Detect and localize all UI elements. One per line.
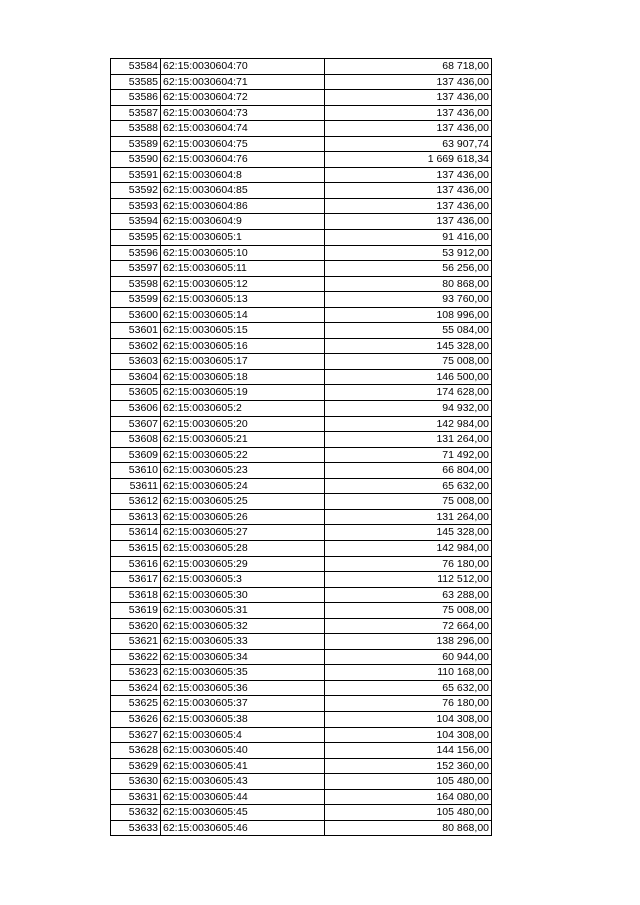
cadastral-number-cell: 62:15:0030605:29 xyxy=(161,556,325,572)
row-number-cell: 53588 xyxy=(111,121,161,137)
row-number-cell: 53605 xyxy=(111,385,161,401)
cadastral-value-cell: 152 360,00 xyxy=(325,758,492,774)
cadastral-number-cell: 62:15:0030605:22 xyxy=(161,447,325,463)
cadastral-value-cell: 137 436,00 xyxy=(325,167,492,183)
table-row xyxy=(111,478,492,494)
table-row xyxy=(111,121,492,137)
row-number-cell: 53604 xyxy=(111,369,161,385)
table-row xyxy=(111,369,492,385)
cadastral-number-cell: 62:15:0030605:15 xyxy=(161,323,325,339)
row-number-cell: 53606 xyxy=(111,401,161,417)
cadastral-value-cell: 94 932,00 xyxy=(325,401,492,417)
cadastral-value-cell: 137 436,00 xyxy=(325,90,492,106)
cadastral-number-cell: 62:15:0030605:41 xyxy=(161,758,325,774)
cadastral-number-cell: 62:15:0030605:38 xyxy=(161,711,325,727)
table-row xyxy=(111,59,492,75)
cadastral-value-cell: 76 180,00 xyxy=(325,556,492,572)
row-number-cell: 53589 xyxy=(111,136,161,152)
table-row xyxy=(111,743,492,759)
table-row xyxy=(111,556,492,572)
table-row xyxy=(111,789,492,805)
row-number-cell: 53614 xyxy=(111,525,161,541)
cadastral-number-cell: 62:15:0030605:35 xyxy=(161,665,325,681)
table-row xyxy=(111,572,492,588)
row-number-cell: 53628 xyxy=(111,743,161,759)
table-row xyxy=(111,401,492,417)
cadastral-value-cell: 71 492,00 xyxy=(325,447,492,463)
cadastral-value-cell: 145 328,00 xyxy=(325,338,492,354)
table-row xyxy=(111,649,492,665)
row-number-cell: 53625 xyxy=(111,696,161,712)
cadastral-number-cell: 62:15:0030605:21 xyxy=(161,432,325,448)
row-number-cell: 53621 xyxy=(111,634,161,650)
table-body xyxy=(111,59,492,836)
cadastral-value-cell: 1 669 618,34 xyxy=(325,152,492,168)
table-row xyxy=(111,618,492,634)
row-number-cell: 53630 xyxy=(111,774,161,790)
cadastral-number-cell: 62:15:0030605:14 xyxy=(161,307,325,323)
table-row xyxy=(111,447,492,463)
table-row xyxy=(111,276,492,292)
cadastral-value-cell: 105 480,00 xyxy=(325,774,492,790)
cadastral-number-cell: 62:15:0030604:9 xyxy=(161,214,325,230)
cadastral-number-cell: 62:15:0030604:73 xyxy=(161,105,325,121)
row-number-cell: 53598 xyxy=(111,276,161,292)
row-number-cell: 53596 xyxy=(111,245,161,261)
table-row xyxy=(111,292,492,308)
table-row xyxy=(111,805,492,821)
cadastral-value-cell: 60 944,00 xyxy=(325,649,492,665)
cadastral-number-cell: 62:15:0030605:12 xyxy=(161,276,325,292)
table-row xyxy=(111,634,492,650)
row-number-cell: 53631 xyxy=(111,789,161,805)
cadastral-value-cell: 110 168,00 xyxy=(325,665,492,681)
row-number-cell: 53609 xyxy=(111,447,161,463)
cadastral-number-cell: 62:15:0030605:40 xyxy=(161,743,325,759)
cadastral-number-cell: 62:15:0030605:46 xyxy=(161,820,325,836)
cadastral-value-cell: 91 416,00 xyxy=(325,230,492,246)
cadastral-number-cell: 62:15:0030605:2 xyxy=(161,401,325,417)
cadastral-value-cell: 80 868,00 xyxy=(325,820,492,836)
cadastral-value-cell: 164 080,00 xyxy=(325,789,492,805)
row-number-cell: 53607 xyxy=(111,416,161,432)
cadastral-value-cell: 66 804,00 xyxy=(325,463,492,479)
table-row xyxy=(111,105,492,121)
table-row xyxy=(111,354,492,370)
cadastral-value-cell: 75 008,00 xyxy=(325,603,492,619)
row-number-cell: 53600 xyxy=(111,307,161,323)
cadastral-number-cell: 62:15:0030605:3 xyxy=(161,572,325,588)
cadastral-number-cell: 62:15:0030605:23 xyxy=(161,463,325,479)
row-number-cell: 53620 xyxy=(111,618,161,634)
table-row xyxy=(111,90,492,106)
cadastral-value-cell: 76 180,00 xyxy=(325,696,492,712)
cadastral-number-cell: 62:15:0030605:24 xyxy=(161,478,325,494)
cadastral-value-cell: 93 760,00 xyxy=(325,292,492,308)
cadastral-number-cell: 62:15:0030605:43 xyxy=(161,774,325,790)
table-row xyxy=(111,245,492,261)
row-number-cell: 53593 xyxy=(111,198,161,214)
row-number-cell: 53622 xyxy=(111,649,161,665)
row-number-cell: 53629 xyxy=(111,758,161,774)
cadastral-value-cell: 104 308,00 xyxy=(325,727,492,743)
cadastral-value-cell: 75 008,00 xyxy=(325,494,492,510)
table-row xyxy=(111,603,492,619)
cadastral-value-cell: 137 436,00 xyxy=(325,74,492,90)
cadastral-number-cell: 62:15:0030605:27 xyxy=(161,525,325,541)
cadastral-number-cell: 62:15:0030605:18 xyxy=(161,369,325,385)
cadastral-number-cell: 62:15:0030605:37 xyxy=(161,696,325,712)
cadastral-value-cell: 174 628,00 xyxy=(325,385,492,401)
row-number-cell: 53591 xyxy=(111,167,161,183)
cadastral-number-cell: 62:15:0030605:45 xyxy=(161,805,325,821)
table-row xyxy=(111,820,492,836)
row-number-cell: 53608 xyxy=(111,432,161,448)
cadastral-number-cell: 62:15:0030605:26 xyxy=(161,509,325,525)
table-row xyxy=(111,214,492,230)
cadastral-value-cell: 138 296,00 xyxy=(325,634,492,650)
cadastral-value-cell: 142 984,00 xyxy=(325,416,492,432)
table-row xyxy=(111,323,492,339)
cadastral-number-cell: 62:15:0030605:28 xyxy=(161,540,325,556)
row-number-cell: 53612 xyxy=(111,494,161,510)
cadastral-value-cell: 137 436,00 xyxy=(325,183,492,199)
cadastral-value-cell: 137 436,00 xyxy=(325,105,492,121)
cadastral-value-cell: 72 664,00 xyxy=(325,618,492,634)
row-number-cell: 53584 xyxy=(111,59,161,75)
cadastral-value-cell: 56 256,00 xyxy=(325,261,492,277)
table-row xyxy=(111,680,492,696)
cadastral-value-cell: 65 632,00 xyxy=(325,478,492,494)
row-number-cell: 53599 xyxy=(111,292,161,308)
cadastral-value-table xyxy=(110,58,492,836)
table-row xyxy=(111,416,492,432)
cadastral-number-cell: 62:15:0030605:19 xyxy=(161,385,325,401)
cadastral-value-cell: 63 907,74 xyxy=(325,136,492,152)
table-row xyxy=(111,74,492,90)
cadastral-number-cell: 62:15:0030604:8 xyxy=(161,167,325,183)
table-row xyxy=(111,307,492,323)
table-row xyxy=(111,665,492,681)
cadastral-value-cell: 68 718,00 xyxy=(325,59,492,75)
cadastral-number-cell: 62:15:0030605:30 xyxy=(161,587,325,603)
cadastral-number-cell: 62:15:0030605:11 xyxy=(161,261,325,277)
cadastral-number-cell: 62:15:0030604:72 xyxy=(161,90,325,106)
row-number-cell: 53617 xyxy=(111,572,161,588)
cadastral-value-cell: 105 480,00 xyxy=(325,805,492,821)
row-number-cell: 53618 xyxy=(111,587,161,603)
cadastral-value-cell: 145 328,00 xyxy=(325,525,492,541)
row-number-cell: 53627 xyxy=(111,727,161,743)
table-row xyxy=(111,494,492,510)
cadastral-value-cell: 131 264,00 xyxy=(325,509,492,525)
cadastral-value-cell: 55 084,00 xyxy=(325,323,492,339)
row-number-cell: 53610 xyxy=(111,463,161,479)
table-row xyxy=(111,183,492,199)
cadastral-value-cell: 65 632,00 xyxy=(325,680,492,696)
cadastral-number-cell: 62:15:0030605:17 xyxy=(161,354,325,370)
row-number-cell: 53619 xyxy=(111,603,161,619)
cadastral-value-cell: 80 868,00 xyxy=(325,276,492,292)
cadastral-number-cell: 62:15:0030605:13 xyxy=(161,292,325,308)
cadastral-number-cell: 62:15:0030605:32 xyxy=(161,618,325,634)
cadastral-number-cell: 62:15:0030604:74 xyxy=(161,121,325,137)
table-row xyxy=(111,587,492,603)
table-row xyxy=(111,152,492,168)
cadastral-number-cell: 62:15:0030604:71 xyxy=(161,74,325,90)
cadastral-number-cell: 62:15:0030604:86 xyxy=(161,198,325,214)
table-row xyxy=(111,711,492,727)
cadastral-value-cell: 144 156,00 xyxy=(325,743,492,759)
row-number-cell: 53595 xyxy=(111,230,161,246)
table-row xyxy=(111,338,492,354)
cadastral-number-cell: 62:15:0030604:76 xyxy=(161,152,325,168)
row-number-cell: 53597 xyxy=(111,261,161,277)
cadastral-value-cell: 137 436,00 xyxy=(325,214,492,230)
cadastral-number-cell: 62:15:0030605:34 xyxy=(161,649,325,665)
table-row xyxy=(111,509,492,525)
cadastral-value-cell: 63 288,00 xyxy=(325,587,492,603)
row-number-cell: 53616 xyxy=(111,556,161,572)
row-number-cell: 53613 xyxy=(111,509,161,525)
row-number-cell: 53615 xyxy=(111,540,161,556)
cadastral-number-cell: 62:15:0030605:33 xyxy=(161,634,325,650)
cadastral-number-cell: 62:15:0030605:44 xyxy=(161,789,325,805)
row-number-cell: 53623 xyxy=(111,665,161,681)
row-number-cell: 53611 xyxy=(111,478,161,494)
table-row xyxy=(111,727,492,743)
row-number-cell: 53633 xyxy=(111,820,161,836)
table-row xyxy=(111,261,492,277)
row-number-cell: 53601 xyxy=(111,323,161,339)
row-number-cell: 53586 xyxy=(111,90,161,106)
table-row xyxy=(111,167,492,183)
cadastral-number-cell: 62:15:0030605:36 xyxy=(161,680,325,696)
cadastral-number-cell: 62:15:0030605:31 xyxy=(161,603,325,619)
row-number-cell: 53626 xyxy=(111,711,161,727)
row-number-cell: 53603 xyxy=(111,354,161,370)
cadastral-value-cell: 108 996,00 xyxy=(325,307,492,323)
cadastral-number-cell: 62:15:0030605:16 xyxy=(161,338,325,354)
row-number-cell: 53585 xyxy=(111,74,161,90)
cadastral-number-cell: 62:15:0030604:85 xyxy=(161,183,325,199)
cadastral-number-cell: 62:15:0030604:75 xyxy=(161,136,325,152)
row-number-cell: 53590 xyxy=(111,152,161,168)
cadastral-value-cell: 53 912,00 xyxy=(325,245,492,261)
cadastral-number-cell: 62:15:0030605:25 xyxy=(161,494,325,510)
cadastral-value-cell: 131 264,00 xyxy=(325,432,492,448)
table-row xyxy=(111,774,492,790)
cadastral-value-cell: 137 436,00 xyxy=(325,198,492,214)
table-row xyxy=(111,432,492,448)
table-row xyxy=(111,540,492,556)
cadastral-number-cell: 62:15:0030604:70 xyxy=(161,59,325,75)
row-number-cell: 53587 xyxy=(111,105,161,121)
row-number-cell: 53594 xyxy=(111,214,161,230)
table-row xyxy=(111,136,492,152)
row-number-cell: 53602 xyxy=(111,338,161,354)
row-number-cell: 53592 xyxy=(111,183,161,199)
table-row xyxy=(111,696,492,712)
cadastral-number-cell: 62:15:0030605:4 xyxy=(161,727,325,743)
cadastral-value-cell: 112 512,00 xyxy=(325,572,492,588)
cadastral-number-cell: 62:15:0030605:20 xyxy=(161,416,325,432)
cadastral-number-cell: 62:15:0030605:1 xyxy=(161,230,325,246)
cadastral-value-cell: 146 500,00 xyxy=(325,369,492,385)
cadastral-number-cell: 62:15:0030605:10 xyxy=(161,245,325,261)
cadastral-value-cell: 137 436,00 xyxy=(325,121,492,137)
cadastral-value-cell: 75 008,00 xyxy=(325,354,492,370)
row-number-cell: 53624 xyxy=(111,680,161,696)
table-row xyxy=(111,463,492,479)
table-row xyxy=(111,525,492,541)
cadastral-value-cell: 104 308,00 xyxy=(325,711,492,727)
table-row xyxy=(111,230,492,246)
row-number-cell: 53632 xyxy=(111,805,161,821)
table-row xyxy=(111,758,492,774)
table-row xyxy=(111,385,492,401)
cadastral-value-cell: 142 984,00 xyxy=(325,540,492,556)
table-row xyxy=(111,198,492,214)
